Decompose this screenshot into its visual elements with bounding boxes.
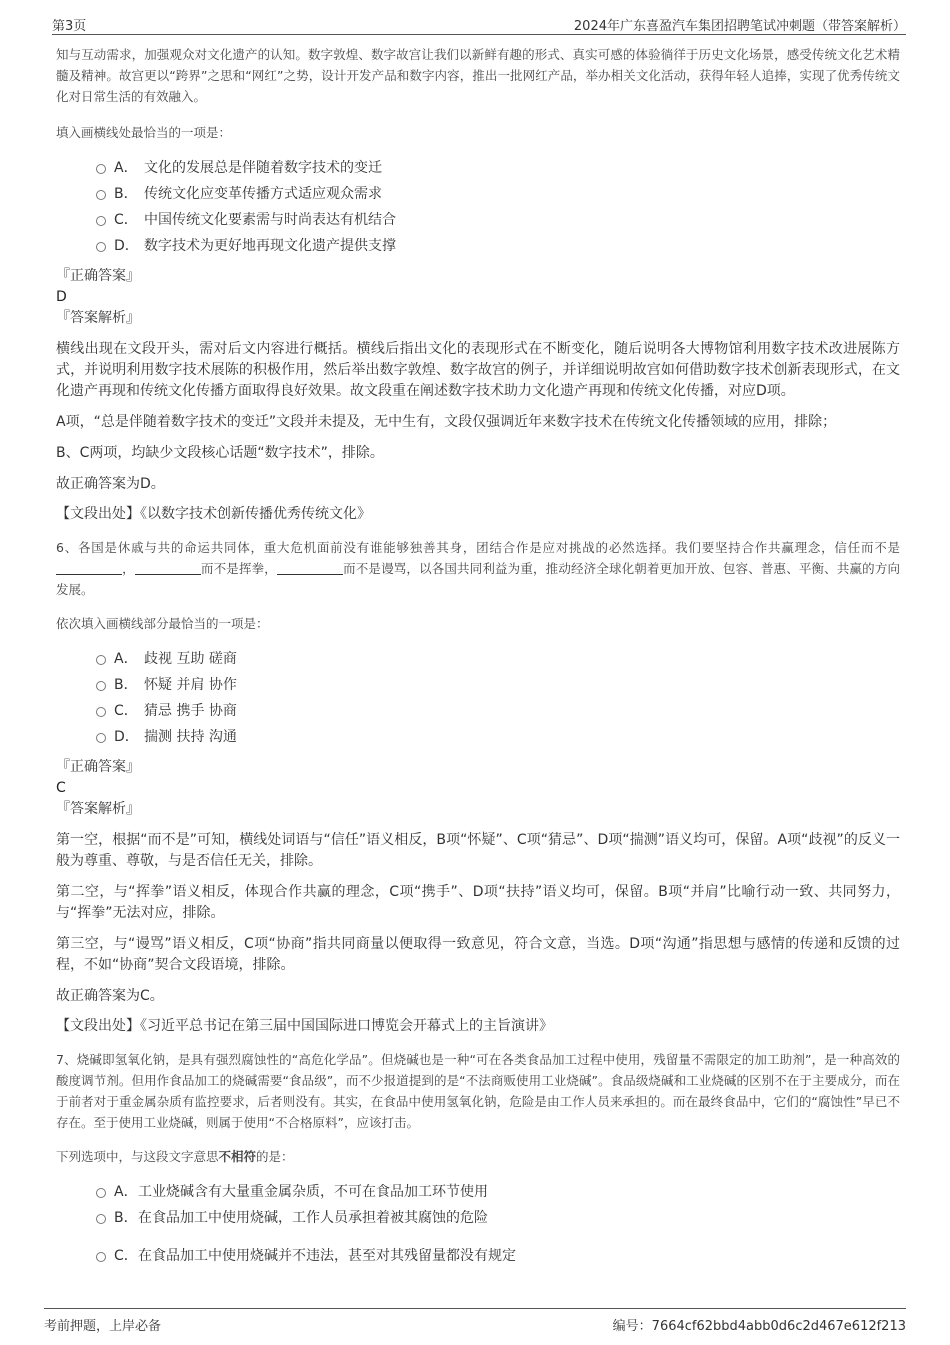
document-code: 编号：7664cf62bbd4abb0d6c2d467e612f213 — [612, 1319, 906, 1334]
footer-slogan: 考前押题，上岸必备 — [44, 1319, 162, 1334]
q5-analysis-3: B、C两项，均缺少文段核心话题“数字技术”，排除。 — [56, 445, 384, 461]
q5-option-d[interactable]: D． 数字技术为更好地再现文化遗产提供支撑 — [96, 233, 900, 259]
page-footer — [44, 1308, 906, 1333]
blank-line — [56, 560, 122, 575]
page-header — [52, 10, 906, 35]
blank-line — [277, 560, 343, 575]
radio-icon[interactable] — [96, 655, 106, 665]
q6-answer-label: 『正确答案』 — [56, 759, 140, 775]
q5-prompt: 填入画横线处最恰当的一项是： — [56, 125, 232, 140]
q6-analysis-4: 故正确答案为C。 — [56, 988, 164, 1004]
q5-analysis-1: 横线出现在文段开头，需对后文内容进行概括。横线后指出文化的表现形式在不断变化，随后说明各大博物馆利用数字技术改进展陈方式，并说明利用数字技术展陈的积极作用，然后举出数字敦煌、数字故宫的例子，并详细说明故宫如何借助数字技术创新表现形式，在文化遗产再现和传统文化传播方面取得良好效果。故文段重在阐述数字技术助力文化遗产再现和传统文化传播，对应D项。 — [56, 341, 900, 399]
q5-option-c[interactable]: C． 中国传统文化要素需与时尚表达有机结合 — [96, 207, 900, 233]
q5-option-a[interactable]: A． 文化的发展总是伴随着数字技术的变迁 — [96, 155, 900, 181]
document-title: 2024年广东喜盈汽车集团招聘笔试冲刺题（带答案解析） — [573, 19, 906, 34]
radio-icon[interactable] — [96, 1214, 106, 1224]
q6-analysis-2: 第二空，与“挥拳”语义相反，体现合作共赢的理念，C项“携手”、D项“扶持”语义均可，保留。B项“并肩”比喻行动一致、共同努力，与“挥拳”无法对应，排除。 — [56, 884, 900, 921]
radio-icon[interactable] — [96, 707, 106, 717]
radio-icon[interactable] — [96, 242, 106, 252]
q7-option-c[interactable]: C．在食品加工中使用烧碱并不违法，甚至对其残留量都没有规定 — [96, 1243, 900, 1269]
q6-option-a[interactable]: A． 歧视 互助 磋商 — [96, 646, 900, 672]
document-body — [56, 44, 900, 1269]
q6-analysis-label: 『答案解析』 — [56, 801, 140, 817]
q7-option-b[interactable]: B．在食品加工中使用烧碱，工作人员承担着被其腐蚀的危险 — [96, 1205, 900, 1231]
q6-options — [56, 646, 900, 750]
radio-icon[interactable] — [96, 216, 106, 226]
blank-line — [135, 560, 201, 575]
q5-options — [56, 155, 900, 259]
radio-icon[interactable] — [96, 164, 106, 174]
q5-source: 【文段出处】《以数字技术创新传播优秀传统文化》 — [56, 506, 371, 522]
q5-passage: 知与互动需求，加强观众对文化遗产的认知。数字敦煌、数字故宫让我们以新鲜有趣的形式、真实可感的体验徜徉于历史文化场景，感受传统文化艺术精髓及精神。故宫更以“跨界”之思和“网红”之势，设计开发产品和数字内容，推出一批网红产品，举办相关文化活动，获得年轻人追捧，实现了优秀传统文化对日常生活的有效融入。 — [56, 47, 900, 104]
q6-stem: 6、各国是休戚与共的命运共同体，重大危机面前没有谁能够独善其身，团结合作是应对挑战的必然选择。我们要坚持合作共赢理念，信任而不是， 而不是挥拳， 而不是谩骂，以各国共同利益为重，推动经济全球化朝着更加开放、包容、普惠、平衡、共赢的方向发展。 — [56, 540, 900, 597]
radio-icon[interactable] — [96, 1188, 106, 1198]
q7-options — [56, 1179, 900, 1269]
page-number: 第3页 — [52, 19, 87, 34]
q5-answer-label: 『正确答案』 — [56, 268, 140, 284]
q6-answer: C — [56, 780, 66, 796]
q7-prompt: 下列选项中，与这段文字意思不相符的是： — [56, 1149, 294, 1164]
q6-analysis-3: 第三空，与“谩骂”语义相反，C项“协商”指共同商量以便取得一致意见，符合文意，当选。D项“沟通”指思想与感情的传递和反馈的过程，不如“协商”契合文段语境，排除。 — [56, 936, 900, 973]
q5-analysis-4: 故正确答案为D。 — [56, 476, 165, 492]
q5-analysis-label: 『答案解析』 — [56, 310, 140, 326]
q5-answer: D — [56, 289, 67, 305]
q7-stem: 7、烧碱即氢氧化钠，是具有强烈腐蚀性的“高危化学品”。但烧碱也是一种“可在各类食品加工过程中使用，残留量不需限定的加工助剂”，是一种高效的酸度调节剂。但用作食品加工的烧碱需要“食品级”，而不少报道提到的是“不法商贩使用工业烧碱”。食品级烧碱和工业烧碱的区别不在于主要成分，而在于前者对于重金属杂质有监控要求，后者则没有。其实，在食品中使用氢氧化钠，危险是由工作人员来承担的。而在最终食品中，它们的“腐蚀性”早已不存在。至于使用工业烧碱，则属于使用“不合格原料”，应该打击。 — [56, 1052, 901, 1130]
q6-prompt: 依次填入画横线部分最恰当的一项是： — [56, 616, 269, 631]
q7-prompt-emphasis: 不相符 — [218, 1149, 257, 1164]
q6-option-c[interactable]: C． 猜忌 携手 协商 — [96, 698, 900, 724]
q6-analysis-1: 第一空，根据“而不是”可知，横线处词语与“信任”语义相反，B项“怀疑”、C项“猜忌”、D项“揣测”语义均可，保留。A项“歧视”的反义一般为尊重、尊敬，与是否信任无关，排除。 — [56, 832, 900, 869]
q6-source: 【文段出处】《习近平总书记在第三届中国国际进口博览会开幕式上的主旨演讲》 — [56, 1018, 553, 1034]
q7-option-a[interactable]: A．工业烧碱含有大量重金属杂质，不可在食品加工环节使用 — [96, 1179, 900, 1205]
q5-analysis-2: A项，“总是伴随着数字技术的变迁”文段并未提及，无中生有，文段仅强调近年来数字技术在传统文化传播领域的应用，排除； — [56, 414, 837, 430]
q6-option-d[interactable]: D． 揣测 扶持 沟通 — [96, 724, 900, 750]
radio-icon[interactable] — [96, 733, 106, 743]
q5-option-b[interactable]: B． 传统文化应变革传播方式适应观众需求 — [96, 181, 900, 207]
radio-icon[interactable] — [96, 1252, 106, 1262]
radio-icon[interactable] — [96, 681, 106, 691]
q6-option-b[interactable]: B． 怀疑 并肩 协作 — [96, 672, 900, 698]
radio-icon[interactable] — [96, 190, 106, 200]
